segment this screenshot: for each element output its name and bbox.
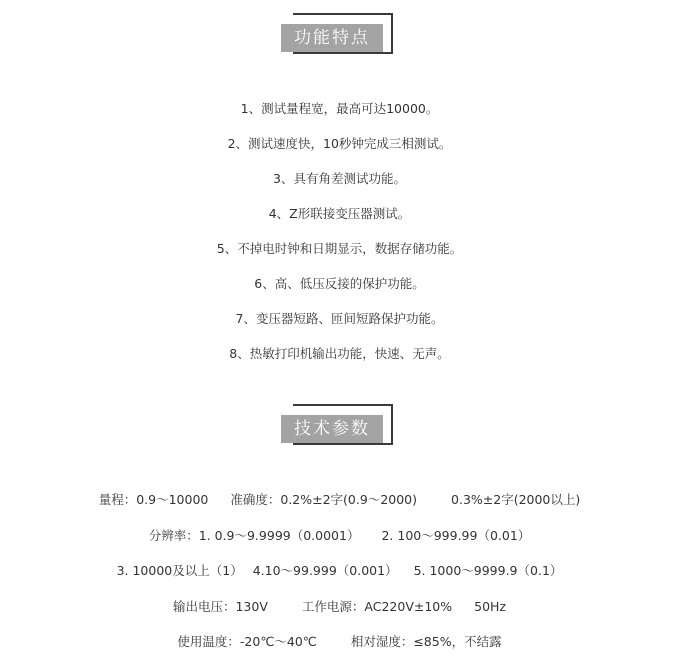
feature-item: 6、高、低压反接的保护功能。 [254, 276, 425, 291]
specs-block [0, 482, 679, 660]
features-title: 功能特点 [281, 24, 383, 52]
spec-relative-humidity: 相对湿度：≤85%，不结露 [350, 634, 502, 649]
spec-line-range-accuracy [0, 482, 679, 518]
spec-line-resolution-a [0, 518, 679, 554]
feature-item: 2、测试速度快，10秒钟完成三相测试。 [227, 136, 452, 151]
spec-resolution-1: 1. 0.9～9.9999（0.0001） [198, 527, 360, 543]
feature-item: 8、热敏打印机输出功能，快速、无声。 [229, 346, 450, 361]
spec-line-resolution-b [0, 553, 679, 589]
feature-item: 7、变压器短路、匝间短路保护功能。 [235, 311, 444, 326]
feature-item: 5、不掉电时钟和日期显示，数据存储功能。 [216, 241, 463, 256]
spec-line-power [0, 589, 679, 625]
spec-resolution-2: 2. 100～999.99（0.01） [381, 527, 531, 543]
specs-title: 技术参数 [281, 415, 383, 443]
spec-line-environment [0, 624, 679, 660]
specs-section-header [281, 404, 393, 448]
spec-resolution-5: 5. 1000～9999.9（0.1） [413, 563, 563, 578]
spec-operating-temp: 使用温度：-20℃～40℃ [177, 634, 317, 649]
spec-accuracy-1: 准确度：0.2%±2字(0.9～2000) [230, 492, 418, 507]
spec-power-supply: 工作电源：AC220V±10% [301, 598, 453, 614]
spec-range: 量程：0.9～10000 [98, 492, 209, 507]
spec-resolution-3: 3. 10000及以上（1） [116, 563, 243, 578]
spec-accuracy-2: 0.3%±2字(2000以上) [451, 492, 581, 507]
feature-item: 3、具有角差测试功能。 [273, 171, 406, 186]
feature-list [0, 91, 679, 371]
spec-resolution-label: 分辨率： [148, 527, 199, 543]
features-section-header [281, 13, 393, 57]
feature-item: 4、Z形联接变压器测试。 [268, 206, 411, 221]
feature-item: 1、测试量程宽，最高可达10000。 [240, 101, 439, 116]
spec-power-freq: 50Hz [474, 598, 507, 614]
spec-output-voltage: 输出电压：130V [172, 598, 268, 614]
spec-resolution-4: 4.10～99.999（0.001） [252, 563, 398, 578]
